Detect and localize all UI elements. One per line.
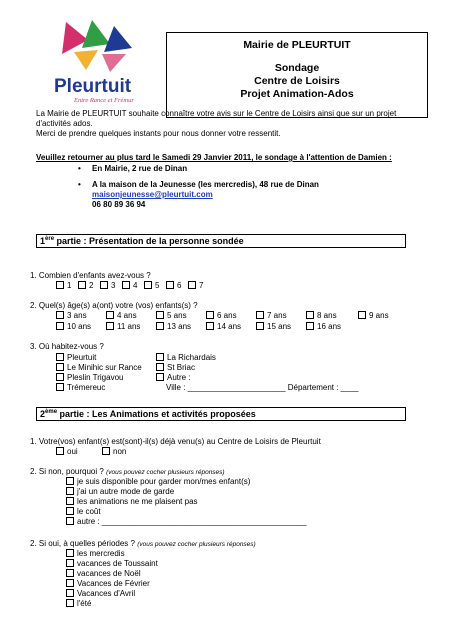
section-2-label: partie : Les Animations et activités proposées: [57, 409, 256, 419]
count-option-2[interactable]: 2: [78, 281, 93, 291]
question-already-attended: 1. Votre(vos) enfant(s) est(sont)-il(s) déjà venu(s) au Centre de Loisirs de Pleurtuit: [30, 437, 321, 446]
checkbox[interactable]: [256, 311, 264, 319]
checkbox[interactable]: [206, 311, 214, 319]
reason-animations-dislike[interactable]: les animations ne me plaisent pas: [66, 497, 307, 507]
count-option-1[interactable]: 1: [56, 281, 71, 291]
reason-other[interactable]: autre : ______________________________________________: [66, 517, 307, 527]
checkbox[interactable]: [156, 322, 164, 330]
checkbox[interactable]: [166, 281, 174, 289]
age-option-9[interactable]: 9 ans: [358, 311, 389, 321]
period-toussaint[interactable]: vacances de Toussaint: [66, 559, 158, 569]
centre-title: Centre de Loisirs: [254, 75, 340, 87]
period-wednesdays[interactable]: les mercredis: [66, 549, 158, 559]
section-1-sup: ère: [45, 236, 55, 242]
checkbox[interactable]: [56, 353, 64, 361]
location-mairie: • En Mairie, 2 rue de Dinan: [78, 164, 438, 174]
question-children-ages: 2. Quel(s) âge(s) a(ont) votre (vos) enfants(s) ?: [30, 301, 198, 310]
checkbox[interactable]: [56, 281, 64, 289]
periods-options: [66, 549, 158, 609]
question-children-count: 1. Combien d'enfants avez-vous ?: [30, 271, 151, 280]
project-title: Projet Animation-Ados: [240, 88, 354, 100]
checkbox[interactable]: [156, 311, 164, 319]
residence-tremereuc[interactable]: Trémereuc: [56, 383, 142, 393]
age-option-14[interactable]: 14 ans: [206, 322, 241, 332]
checkbox[interactable]: [100, 281, 108, 289]
location-maison-jeunesse: • A la maison de la Jeunesse (les mercredis), 48 rue de Dinan: [78, 180, 438, 190]
residence-st-briac[interactable]: St Briac: [156, 363, 358, 373]
checkbox[interactable]: [56, 322, 64, 330]
checkbox[interactable]: [206, 322, 214, 330]
mairie-title: Mairie de PLEURTUIT: [243, 39, 351, 51]
question-residence: 3. Où habitez-vous ?: [30, 342, 104, 351]
age-option-5[interactable]: 5 ans: [156, 311, 187, 321]
checkbox[interactable]: [66, 507, 74, 515]
pleurtuit-logo: [52, 18, 148, 106]
checkbox[interactable]: [144, 281, 152, 289]
checkbox[interactable]: [122, 281, 130, 289]
count-option-6[interactable]: 6: [166, 281, 181, 291]
section-1-label: partie : Présentation de la personne sondée: [54, 236, 244, 246]
contact-phone: 06 80 89 36 94: [92, 200, 146, 209]
checkbox[interactable]: [56, 447, 64, 455]
residence-pleslin[interactable]: Pleslin Trigavou: [56, 373, 142, 383]
residence-pleurtuit[interactable]: Pleurtuit: [56, 353, 142, 363]
attended-yes[interactable]: oui: [56, 447, 78, 457]
age-option-13[interactable]: 13 ans: [156, 322, 191, 332]
checkbox[interactable]: [358, 311, 366, 319]
count-option-7[interactable]: 7: [188, 281, 203, 291]
checkbox[interactable]: [66, 579, 74, 587]
periods-label: 2. Si oui, à quelles périodes ?: [30, 539, 135, 548]
period-avril[interactable]: Vacances d'Avril: [66, 589, 158, 599]
age-option-11[interactable]: 11 ans: [106, 322, 140, 332]
reason-available[interactable]: je suis disponible pour garder mon/mes enfant(s): [66, 477, 307, 487]
intro-text: [36, 109, 426, 139]
section-2-num: 2: [40, 409, 46, 419]
checkbox[interactable]: [56, 373, 64, 381]
count-option-5[interactable]: 5: [144, 281, 159, 291]
age-option-8[interactable]: 8 ans: [306, 311, 337, 321]
residence-autre[interactable]: Autre :: [156, 373, 358, 383]
checkbox[interactable]: [102, 447, 110, 455]
residence-right-column: [156, 353, 358, 393]
intro-paragraph-2: Merci de prendre quelques instants pour nous donner votre ressentit.: [36, 129, 281, 138]
return-locations: [78, 164, 438, 210]
checkbox[interactable]: [66, 497, 74, 505]
checkbox[interactable]: [66, 549, 74, 557]
age-option-15[interactable]: 15 ans: [256, 322, 291, 332]
checkbox[interactable]: [66, 589, 74, 597]
periods-hint: (vous pouvez cocher plusieurs réponses): [137, 541, 256, 548]
return-notice: Veuillez retourner au plus tard le Samedi 29 Janvier 2011, le sondage à l'attention de Damien :: [36, 153, 392, 162]
age-option-16[interactable]: 16 ans: [306, 322, 341, 332]
residence-left-column: [56, 353, 142, 393]
age-option-7[interactable]: 7 ans: [256, 311, 287, 321]
reason-cost[interactable]: le coût: [66, 507, 307, 517]
checkbox[interactable]: [106, 311, 114, 319]
checkbox[interactable]: [66, 559, 74, 567]
checkbox[interactable]: [66, 569, 74, 577]
checkbox[interactable]: [306, 322, 314, 330]
age-option-10[interactable]: 10 ans: [56, 322, 91, 332]
checkbox[interactable]: [66, 517, 74, 525]
title-box: [166, 32, 428, 118]
section-2-sup: ème: [45, 409, 58, 415]
checkbox[interactable]: [156, 363, 164, 371]
section-1-header: [36, 234, 406, 248]
checkbox[interactable]: [306, 311, 314, 319]
section-1-num: 1: [40, 236, 46, 246]
residence-minihic[interactable]: Le Minihic sur Rance: [56, 363, 142, 373]
age-option-4[interactable]: 4 ans: [106, 311, 137, 321]
checkbox[interactable]: [66, 487, 74, 495]
period-fevrier[interactable]: Vacances de Février: [66, 579, 158, 589]
period-noel[interactable]: vacances de Noël: [66, 569, 158, 579]
age-option-6[interactable]: 6 ans: [206, 311, 237, 321]
why-not-label: 2. Si non, pourquoi ?: [30, 467, 104, 476]
attended-no[interactable]: non: [102, 447, 126, 457]
contact-email[interactable]: maisonjeunesse@pleurtuit.com: [92, 190, 213, 199]
svg-text:Pleurtuit: Pleurtuit: [54, 76, 132, 97]
count-option-4[interactable]: 4: [122, 281, 137, 291]
checkbox[interactable]: [156, 373, 164, 381]
svg-text:Entre Rance et Frémur: Entre Rance et Frémur: [74, 97, 134, 104]
checkbox[interactable]: [66, 477, 74, 485]
section-2-header: [36, 407, 406, 421]
reason-other-childcare[interactable]: j'ai un autre mode de garde: [66, 487, 307, 497]
residence-ville-field[interactable]: Ville : ______________________ Département : ____: [166, 383, 359, 392]
checkbox[interactable]: [56, 383, 64, 391]
checkbox[interactable]: [56, 311, 64, 319]
logo-graphic: [52, 18, 148, 106]
why-not-options: [66, 477, 307, 527]
survey-title: Sondage: [274, 62, 320, 74]
checkbox[interactable]: [56, 363, 64, 371]
count-option-3[interactable]: 3: [100, 281, 115, 291]
age-option-3[interactable]: 3 ans: [56, 311, 87, 321]
period-ete[interactable]: l'été: [66, 599, 158, 609]
checkbox[interactable]: [66, 599, 74, 607]
intro-paragraph-1: La Mairie de PLEURTUIT souhaite connaître votre avis sur le Centre de Loisirs ainsi que sur un projet d'activités ados.: [36, 109, 397, 128]
checkbox[interactable]: [188, 281, 196, 289]
why-not-hint: (vous pouvez cocher plusieurs réponses): [106, 469, 225, 476]
checkbox[interactable]: [156, 353, 164, 361]
checkbox[interactable]: [78, 281, 86, 289]
checkbox[interactable]: [106, 322, 114, 330]
checkbox[interactable]: [256, 322, 264, 330]
residence-richardais[interactable]: La Richardais: [156, 353, 358, 363]
